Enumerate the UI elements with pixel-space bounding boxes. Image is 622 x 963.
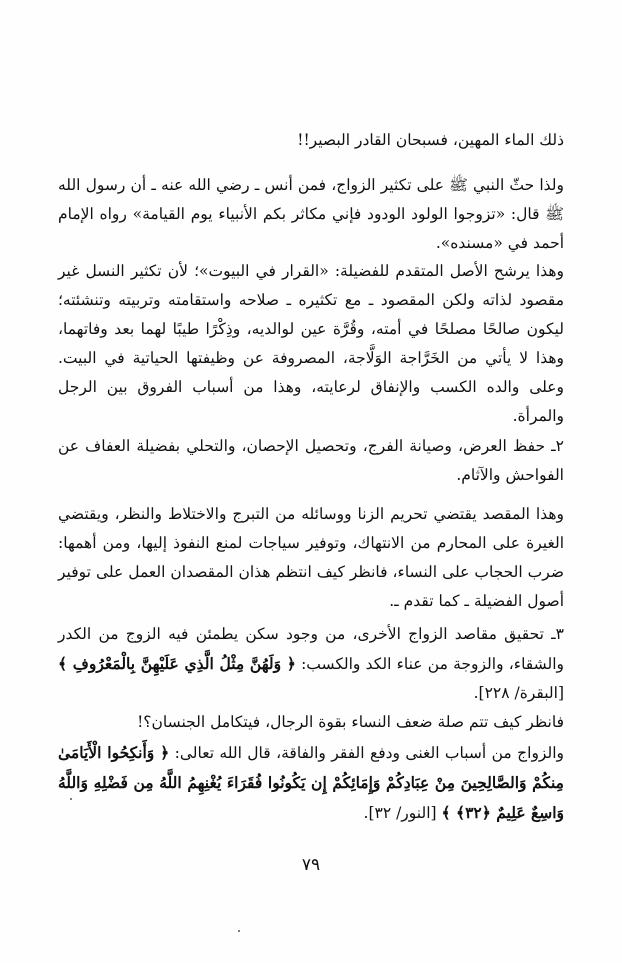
paragraph-purpose: وهذا المقصد يقتضي تحريم الزنا ووسائله من التبرج والاختلاط والنظر، ويقتضي الغيرة على المحارم من الانتهاك، وتوفير سياجات لمنع النفوذ إليها، ومن أهمها: ضرب الحجاب على النساء، فانظر كيف انتظم هذان المقصدان العمل على توفير أصول الفضيلة ـ كما تقدم ـ. (58, 505, 564, 610)
point-3-text: ٣ـ تحقيق مقاصد الزواج الأخرى، من وجود سكن يطمئن فيه الزوج من الكدر والشقاء، والزوجة من عناء الكد والكسب: (58, 625, 564, 673)
quran-verse-baqarah: ﴿ وَلَهُنَّ مِثْلُ الَّذِي عَلَيْهِنَّ بِالْمَعْرُوفِ ﴾ (58, 654, 296, 673)
scan-speck (238, 930, 240, 932)
paragraph-upbringing: وهذا يرشح الأصل المتقدم للفضيلة: «القرار في البيوت»؛ لأن تكثير النسل غير مقصود لذاته ولكن المقصود ـ مع تكثيره ـ صلاحه واستقامته وتربيته وتنشئته؛ ليكون صالحًا مصلحًا في أمته، وقُرَّة عين لوالديه، وذِكْرًا طيبًا لهما بعد وفاتهما، وهذا لا يأتي من الخَرَّاجة الوَلَّاجة، المصروفة عن وظيفتها الحياتية في البيت. وعلى والده الكسب والإنفاق لرعايته، وهذا من أسباب الفروق بين الرجل والمرأة. (58, 262, 564, 425)
scan-speck (70, 798, 72, 800)
paragraph-complement: فانظر كيف تتم صلة ضعف النساء بقوة الرجال، فيتكامل الجنسان؟! (137, 713, 564, 731)
verse-reference-nur: [النور/ ٣٢]. (363, 804, 437, 822)
wealth-text: والزواج من أسباب الغنى ودفع الفقر والفاقة، قال الله تعالى: (174, 744, 564, 762)
paragraph-hadith: ولذا حثّ النبي ﷺ على تكثير الزواج، فمن أنس ـ رضي الله عنه ـ أن رسول الله ﷺ قال: «تزوجوا الولود الودود فإني مكاثر بكم الأنبياء يوم القيامة» رواه الإمام أحمد في «مسنده». (58, 176, 564, 252)
quran-verse-nur: ﴿ وَأَنكِحُوا الْأَيَامَىٰ مِنكُمْ وَالصَّالِحِينَ مِنْ عِبَادِكُمْ وَإِمَائِكُمْ إِن يَكُونُوا فُقَرَاءَ يُغْنِهِمُ اللَّهُ مِن فَضْلِهِ وَاللَّهُ وَاسِعٌ عَلِيمٌ ﴿٣٢﴾ ﴾ (58, 743, 564, 822)
paragraph-point-3 (58, 620, 564, 708)
paragraph-wealth (58, 738, 564, 828)
page-number: ٧٩ (301, 855, 321, 875)
paragraph-point-2: ٢ـ حفظ العرض، وصيانة الفرج، وتحصيل الإحصان، والتحلي بفضيلة العفاف عن الفواحش والآثام. (58, 437, 564, 484)
paragraph-opening-line: ذلك الماء المهين، فسبحان القادر البصير!! (297, 131, 564, 149)
verse-reference-baqarah: [البقرة/ ٢٢٨]. (473, 684, 564, 702)
